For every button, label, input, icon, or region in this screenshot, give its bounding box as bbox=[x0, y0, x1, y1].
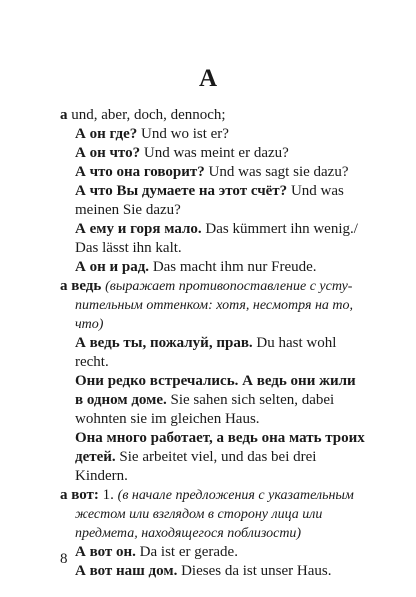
translation-text: Und was sagt sie dazu? bbox=[204, 164, 349, 180]
entry-line bbox=[60, 353, 382, 372]
example-phrase: А ему и горя мало. bbox=[75, 221, 202, 237]
translation-text: Und wo ist er? bbox=[137, 126, 229, 142]
entry-line bbox=[60, 182, 382, 201]
entry-line bbox=[60, 163, 382, 182]
usage-note: предмета, находящегося поблизости) bbox=[75, 526, 302, 541]
translation-text: Da ist er gerade. bbox=[135, 544, 238, 560]
example-phrase: в одном доме. bbox=[75, 392, 167, 408]
entry-line bbox=[60, 524, 382, 543]
usage-note: жестом или взглядом в сторону лица или bbox=[75, 507, 323, 522]
translation-text: Und was bbox=[287, 183, 344, 199]
dictionary-entry bbox=[60, 277, 382, 486]
entry-line bbox=[60, 391, 382, 410]
translation-text: Das macht ihm nur Freude. bbox=[149, 259, 317, 275]
translation-text: meinen Sie dazu? bbox=[75, 202, 181, 218]
entry-line bbox=[60, 429, 382, 448]
entry-line bbox=[60, 334, 382, 353]
example-phrase: А он где? bbox=[75, 126, 138, 142]
entry-line bbox=[60, 125, 382, 144]
entry-line bbox=[60, 106, 382, 125]
entry-list bbox=[60, 106, 382, 581]
translation-text: Dieses da ist unser Haus. bbox=[177, 563, 332, 579]
entry-line bbox=[60, 201, 382, 220]
example-phrase: А он что? bbox=[75, 145, 141, 161]
translation-text: und, aber, doch, dennoch; bbox=[67, 107, 226, 123]
entry-line bbox=[60, 543, 382, 562]
translation-text: wohnten sie im gleichen Haus. bbox=[75, 411, 260, 427]
usage-note: (выражает противопоставление с усту- bbox=[105, 279, 353, 294]
headword: а ведь bbox=[60, 278, 102, 294]
entry-line bbox=[60, 296, 382, 315]
example-phrase: А вот он. bbox=[75, 544, 136, 560]
translation-text: Und was meint er dazu? bbox=[140, 145, 289, 161]
example-phrase: А ведь ты, пожалуй, прав. bbox=[75, 335, 253, 351]
entry-line bbox=[60, 448, 382, 467]
entry-line bbox=[60, 467, 382, 486]
usage-note: пительным оттенком: хотя, несмотря на то, bbox=[75, 298, 354, 313]
entry-line bbox=[60, 372, 382, 391]
headword: а bbox=[60, 107, 68, 123]
translation-text: Sie sahen sich selten, dabei bbox=[166, 392, 335, 408]
example-phrase: Она много работает, а ведь она мать троих bbox=[75, 430, 365, 446]
entry-line bbox=[60, 277, 382, 296]
translation-text: Du hast wohl bbox=[252, 335, 337, 351]
translation-text: 1. bbox=[98, 487, 118, 503]
example-phrase: А что Вы думаете на этот счёт? bbox=[75, 183, 288, 199]
usage-note: что) bbox=[75, 317, 104, 332]
letter-heading: А bbox=[198, 65, 218, 92]
entry-line bbox=[60, 239, 382, 258]
entry-line bbox=[60, 486, 382, 505]
example-phrase: А что она говорит? bbox=[75, 164, 205, 180]
translation-text: Das kümmert ihn wenig./ bbox=[201, 221, 358, 237]
translation-text: recht. bbox=[75, 354, 109, 370]
entry-line bbox=[60, 315, 382, 334]
translation-text: Das lässt ihn kalt. bbox=[75, 240, 182, 256]
example-phrase: А вот наш дом. bbox=[75, 563, 178, 579]
example-phrase: Они редко встречались. А ведь они жили bbox=[75, 373, 356, 389]
dictionary-entry bbox=[60, 486, 382, 581]
example-phrase: А он и рад. bbox=[75, 259, 150, 275]
translation-text: Kindern. bbox=[75, 468, 128, 484]
translation-text: Sie arbeitet viel, und das bei drei bbox=[115, 449, 317, 465]
usage-note: (в начале предложения с указательным bbox=[117, 488, 354, 503]
entry-line bbox=[60, 220, 382, 239]
entry-line bbox=[60, 410, 382, 429]
entry-line bbox=[60, 562, 382, 581]
page-number: 8 bbox=[60, 551, 68, 567]
dictionary-entry bbox=[60, 106, 382, 277]
headword: а вот: bbox=[60, 487, 99, 503]
entry-line bbox=[60, 144, 382, 163]
example-phrase: детей. bbox=[75, 449, 116, 465]
entry-line bbox=[60, 258, 382, 277]
entry-line bbox=[60, 505, 382, 524]
